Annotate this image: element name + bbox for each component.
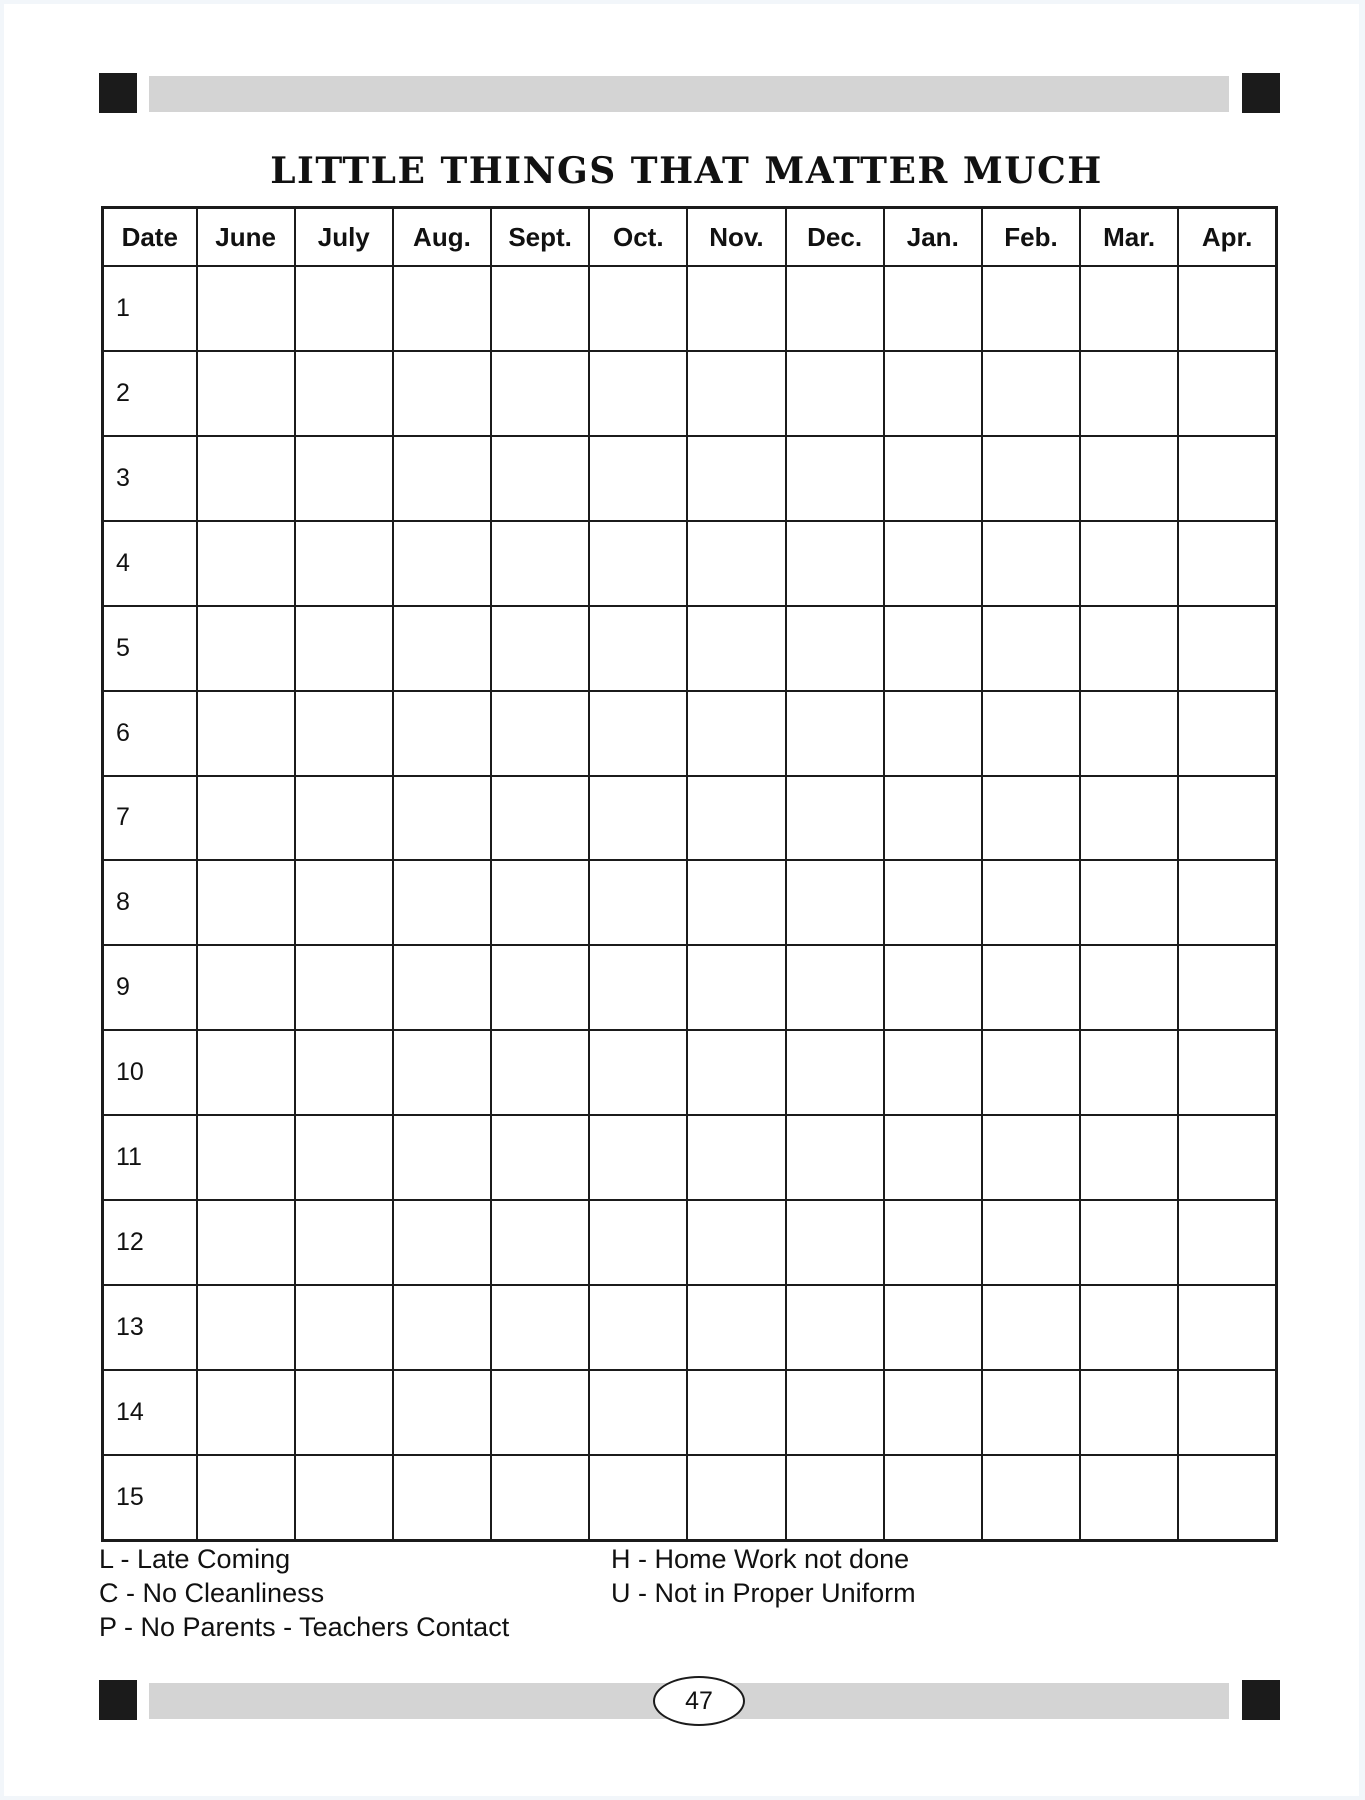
- legend-right: [611, 1542, 916, 1610]
- date-cell: 14: [103, 1370, 197, 1455]
- date-cell: 7: [103, 776, 197, 861]
- record-cell[interactable]: [786, 776, 884, 861]
- record-cell[interactable]: [589, 436, 687, 521]
- record-cell[interactable]: [786, 1455, 884, 1541]
- header-july: July: [295, 208, 393, 267]
- table-row: [103, 945, 1277, 1030]
- record-cell[interactable]: [589, 1285, 687, 1370]
- header-apr: Apr.: [1178, 208, 1276, 267]
- bottom-decorative-band: [4, 1680, 1359, 1720]
- record-cell[interactable]: [589, 691, 687, 776]
- record-cell[interactable]: [884, 1455, 982, 1541]
- record-cell[interactable]: [295, 691, 393, 776]
- record-cell[interactable]: [786, 1285, 884, 1370]
- record-cell[interactable]: [589, 945, 687, 1030]
- record-cell[interactable]: [295, 1370, 393, 1455]
- record-cell[interactable]: [197, 436, 295, 521]
- record-cell[interactable]: [295, 945, 393, 1030]
- record-cell[interactable]: [884, 1285, 982, 1370]
- record-cell[interactable]: [1080, 945, 1178, 1030]
- record-cell[interactable]: [982, 1455, 1080, 1541]
- record-cell[interactable]: [786, 521, 884, 606]
- record-cell[interactable]: [295, 776, 393, 861]
- record-cell[interactable]: [884, 436, 982, 521]
- header-june: June: [197, 208, 295, 267]
- record-cell[interactable]: [1080, 776, 1178, 861]
- record-cell[interactable]: [491, 1115, 589, 1200]
- record-cell[interactable]: [687, 691, 785, 776]
- record-cell[interactable]: [982, 266, 1080, 351]
- record-cell[interactable]: [884, 1370, 982, 1455]
- record-cell[interactable]: [491, 521, 589, 606]
- record-cell[interactable]: [589, 1200, 687, 1285]
- record-cell[interactable]: [687, 1200, 785, 1285]
- table-header-row: [103, 208, 1277, 267]
- record-cell[interactable]: [687, 436, 785, 521]
- record-cell[interactable]: [1178, 691, 1276, 776]
- record-cell[interactable]: [197, 351, 295, 436]
- record-cell[interactable]: [197, 776, 295, 861]
- record-cell[interactable]: [687, 521, 785, 606]
- header-nov: Nov.: [687, 208, 785, 267]
- legend-item-no-parents-teachers-contact: P - No Parents - Teachers Contact: [99, 1612, 510, 1642]
- table-row: [103, 521, 1277, 606]
- record-cell[interactable]: [982, 1285, 1080, 1370]
- top-grey-bar: [149, 76, 1229, 112]
- table-row: [103, 1285, 1277, 1370]
- record-cell[interactable]: [1178, 351, 1276, 436]
- header-feb: Feb.: [982, 208, 1080, 267]
- record-cell[interactable]: [1178, 776, 1276, 861]
- record-cell[interactable]: [786, 436, 884, 521]
- header-mar: Mar.: [1080, 208, 1178, 267]
- record-cell[interactable]: [786, 860, 884, 945]
- record-cell[interactable]: [1080, 860, 1178, 945]
- record-cell[interactable]: [491, 945, 589, 1030]
- date-cell: 12: [103, 1200, 197, 1285]
- record-cell[interactable]: [589, 606, 687, 691]
- record-cell[interactable]: [1178, 1370, 1276, 1455]
- record-cell[interactable]: [393, 945, 491, 1030]
- record-cell[interactable]: [295, 436, 393, 521]
- table-row: [103, 860, 1277, 945]
- record-cell[interactable]: [1178, 1115, 1276, 1200]
- record-cell[interactable]: [393, 860, 491, 945]
- record-cell[interactable]: [1080, 1030, 1178, 1115]
- record-cell[interactable]: [491, 1200, 589, 1285]
- table-row: [103, 1200, 1277, 1285]
- record-cell[interactable]: [393, 776, 491, 861]
- top-left-square: [99, 73, 137, 113]
- date-cell: 5: [103, 606, 197, 691]
- record-cell[interactable]: [1080, 691, 1178, 776]
- record-cell[interactable]: [197, 1455, 295, 1541]
- record-cell[interactable]: [1080, 1455, 1178, 1541]
- header-jan: Jan.: [884, 208, 982, 267]
- record-cell[interactable]: [982, 521, 1080, 606]
- record-cell[interactable]: [589, 1030, 687, 1115]
- record-cell[interactable]: [197, 606, 295, 691]
- record-cell[interactable]: [491, 860, 589, 945]
- record-cell[interactable]: [589, 1370, 687, 1455]
- record-cell[interactable]: [197, 521, 295, 606]
- record-cell[interactable]: [197, 1285, 295, 1370]
- table-body: [103, 266, 1277, 1541]
- record-cell[interactable]: [982, 436, 1080, 521]
- record-cell[interactable]: [393, 606, 491, 691]
- record-cell[interactable]: [1178, 1200, 1276, 1285]
- record-cell[interactable]: [491, 1030, 589, 1115]
- table-row: [103, 1370, 1277, 1455]
- record-cell[interactable]: [295, 1030, 393, 1115]
- record-cell[interactable]: [1178, 521, 1276, 606]
- record-cell[interactable]: [786, 1030, 884, 1115]
- record-cell[interactable]: [884, 266, 982, 351]
- record-cell[interactable]: [982, 860, 1080, 945]
- record-cell[interactable]: [1178, 436, 1276, 521]
- record-cell[interactable]: [393, 1115, 491, 1200]
- record-cell[interactable]: [1178, 945, 1276, 1030]
- record-cell[interactable]: [687, 1115, 785, 1200]
- record-cell[interactable]: [1178, 860, 1276, 945]
- bottom-right-square: [1242, 1680, 1280, 1720]
- record-cell[interactable]: [393, 1200, 491, 1285]
- header-dec: Dec.: [786, 208, 884, 267]
- record-cell[interactable]: [982, 945, 1080, 1030]
- record-cell[interactable]: [884, 691, 982, 776]
- record-cell[interactable]: [1080, 1370, 1178, 1455]
- table-row: [103, 691, 1277, 776]
- legend-item-not-in-proper-uniform: U - Not in Proper Uniform: [611, 1578, 916, 1608]
- record-cell[interactable]: [982, 606, 1080, 691]
- record-cell[interactable]: [884, 521, 982, 606]
- record-cell[interactable]: [393, 1370, 491, 1455]
- record-cell[interactable]: [1080, 351, 1178, 436]
- record-cell[interactable]: [982, 776, 1080, 861]
- record-cell[interactable]: [884, 606, 982, 691]
- date-cell: 11: [103, 1115, 197, 1200]
- date-cell: 10: [103, 1030, 197, 1115]
- record-cell[interactable]: [884, 1030, 982, 1115]
- record-cell[interactable]: [982, 691, 1080, 776]
- legend-item-late-coming: L - Late Coming: [99, 1544, 291, 1574]
- record-cell[interactable]: [687, 266, 785, 351]
- record-cell[interactable]: [589, 1455, 687, 1541]
- record-cell[interactable]: [786, 1115, 884, 1200]
- record-cell[interactable]: [1080, 606, 1178, 691]
- record-cell[interactable]: [393, 1030, 491, 1115]
- record-cell[interactable]: [884, 776, 982, 861]
- record-cell[interactable]: [786, 1200, 884, 1285]
- record-cell[interactable]: [884, 945, 982, 1030]
- record-cell[interactable]: [982, 351, 1080, 436]
- record-cell[interactable]: [589, 1115, 687, 1200]
- table-row: [103, 1030, 1277, 1115]
- header-aug: Aug.: [393, 208, 491, 267]
- record-cell[interactable]: [197, 860, 295, 945]
- date-cell: 8: [103, 860, 197, 945]
- record-cell[interactable]: [1080, 521, 1178, 606]
- record-cell[interactable]: [491, 1285, 589, 1370]
- record-cell[interactable]: [197, 266, 295, 351]
- record-cell[interactable]: [982, 1115, 1080, 1200]
- record-cell[interactable]: [687, 945, 785, 1030]
- legend-item-home-work-not-done: H - Home Work not done: [611, 1544, 910, 1574]
- record-cell[interactable]: [982, 1030, 1080, 1115]
- record-cell[interactable]: [1080, 1200, 1178, 1285]
- record-cell[interactable]: [197, 1030, 295, 1115]
- table-row: [103, 266, 1277, 351]
- record-cell[interactable]: [884, 1200, 982, 1285]
- record-cell[interactable]: [687, 351, 785, 436]
- record-cell[interactable]: [786, 351, 884, 436]
- record-cell[interactable]: [491, 1370, 589, 1455]
- record-cell[interactable]: [982, 1200, 1080, 1285]
- table-row: [103, 436, 1277, 521]
- record-cell[interactable]: [687, 606, 785, 691]
- record-cell[interactable]: [491, 1455, 589, 1541]
- record-cell[interactable]: [786, 606, 884, 691]
- record-cell[interactable]: [295, 1115, 393, 1200]
- monthly-record-table: [101, 206, 1278, 1542]
- header-sept: Sept.: [491, 208, 589, 267]
- record-cell[interactable]: [1080, 436, 1178, 521]
- record-cell[interactable]: [1178, 1285, 1276, 1370]
- date-cell: 13: [103, 1285, 197, 1370]
- record-cell[interactable]: [1178, 1455, 1276, 1541]
- date-cell: 4: [103, 521, 197, 606]
- header-oct: Oct.: [589, 208, 687, 267]
- record-cell[interactable]: [491, 351, 589, 436]
- record-cell[interactable]: [295, 606, 393, 691]
- page-number: 47: [653, 1676, 745, 1726]
- record-cell[interactable]: [393, 521, 491, 606]
- record-cell[interactable]: [1178, 606, 1276, 691]
- top-decorative-band: [4, 73, 1359, 113]
- record-cell[interactable]: [393, 1455, 491, 1541]
- page: [4, 4, 1359, 1796]
- record-cell[interactable]: [786, 1370, 884, 1455]
- record-cell[interactable]: [589, 776, 687, 861]
- record-cell[interactable]: [1080, 1115, 1178, 1200]
- record-cell[interactable]: [295, 266, 393, 351]
- date-cell: 1: [103, 266, 197, 351]
- record-cell[interactable]: [491, 691, 589, 776]
- record-cell[interactable]: [786, 691, 884, 776]
- date-cell: 15: [103, 1455, 197, 1541]
- record-cell[interactable]: [589, 521, 687, 606]
- record-cell[interactable]: [1178, 266, 1276, 351]
- record-cell[interactable]: [197, 691, 295, 776]
- record-cell[interactable]: [491, 266, 589, 351]
- record-cell[interactable]: [687, 1030, 785, 1115]
- top-right-square: [1242, 73, 1280, 113]
- record-cell[interactable]: [884, 351, 982, 436]
- legend-left: [99, 1542, 509, 1644]
- date-cell: 6: [103, 691, 197, 776]
- record-cell[interactable]: [982, 1370, 1080, 1455]
- record-cell[interactable]: [491, 436, 589, 521]
- record-cell[interactable]: [295, 1200, 393, 1285]
- record-cell[interactable]: [393, 266, 491, 351]
- table-row: [103, 351, 1277, 436]
- record-cell[interactable]: [393, 436, 491, 521]
- record-cell[interactable]: [1080, 266, 1178, 351]
- record-cell[interactable]: [295, 351, 393, 436]
- date-cell: 3: [103, 436, 197, 521]
- record-cell[interactable]: [393, 691, 491, 776]
- record-cell[interactable]: [197, 1370, 295, 1455]
- table-row: [103, 1455, 1277, 1541]
- record-cell[interactable]: [884, 860, 982, 945]
- record-cell[interactable]: [491, 776, 589, 861]
- record-cell[interactable]: [786, 945, 884, 1030]
- date-cell: 9: [103, 945, 197, 1030]
- table-row: [103, 606, 1277, 691]
- record-cell[interactable]: [197, 945, 295, 1030]
- legend-item-no-cleanliness: C - No Cleanliness: [99, 1578, 325, 1608]
- bottom-left-square: [99, 1680, 137, 1720]
- record-cell[interactable]: [589, 351, 687, 436]
- record-cell[interactable]: [687, 1370, 785, 1455]
- record-cell[interactable]: [589, 860, 687, 945]
- table-row: [103, 776, 1277, 861]
- record-cell[interactable]: [393, 351, 491, 436]
- record-cell[interactable]: [197, 1115, 295, 1200]
- record-cell[interactable]: [491, 606, 589, 691]
- page-title: LITTLE THINGS THAT MATTER MUCH: [270, 150, 1103, 192]
- record-cell[interactable]: [687, 1455, 785, 1541]
- record-cell[interactable]: [295, 521, 393, 606]
- record-cell[interactable]: [295, 1285, 393, 1370]
- record-cell[interactable]: [1178, 1030, 1276, 1115]
- record-cell[interactable]: [295, 860, 393, 945]
- record-cell[interactable]: [687, 1285, 785, 1370]
- record-cell[interactable]: [884, 1115, 982, 1200]
- record-cell[interactable]: [393, 1285, 491, 1370]
- record-cell[interactable]: [786, 266, 884, 351]
- record-cell[interactable]: [589, 266, 687, 351]
- record-cell[interactable]: [295, 1455, 393, 1541]
- header-date: Date: [103, 208, 197, 267]
- date-cell: 2: [103, 351, 197, 436]
- table-row: [103, 1115, 1277, 1200]
- record-cell[interactable]: [1080, 1285, 1178, 1370]
- record-cell[interactable]: [687, 776, 785, 861]
- record-cell[interactable]: [197, 1200, 295, 1285]
- record-cell[interactable]: [687, 860, 785, 945]
